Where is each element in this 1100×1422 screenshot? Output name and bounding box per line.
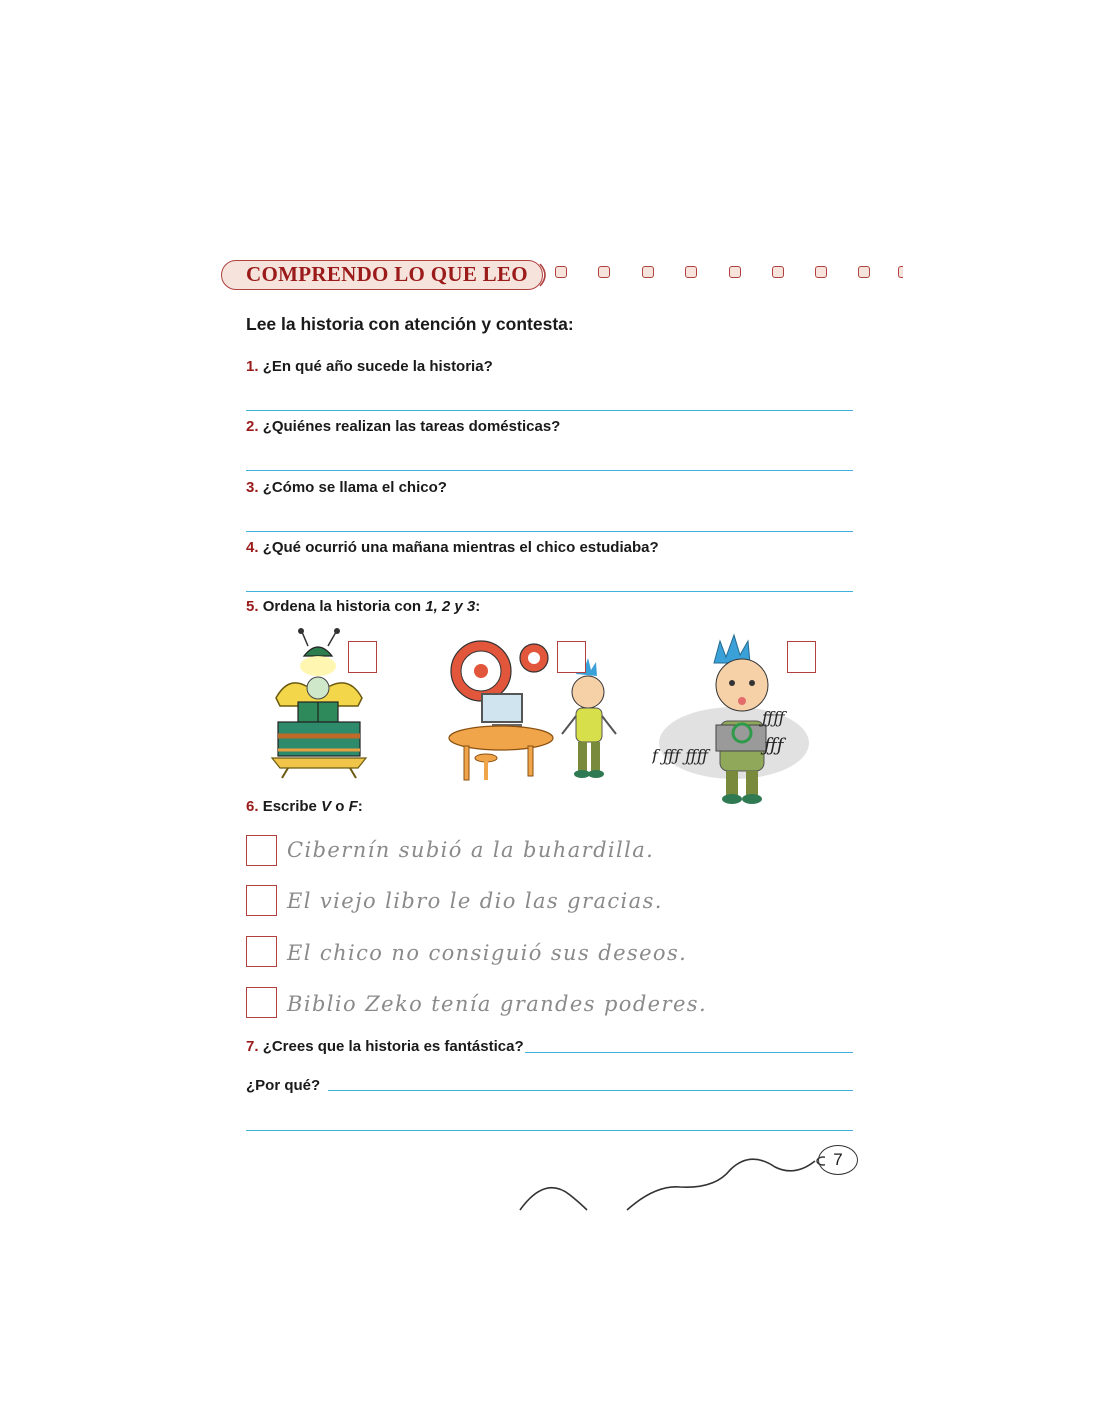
question-6: 6. Escribe V o F: — [246, 798, 363, 815]
chevron-right-icon — [538, 262, 552, 288]
statement-1: Cibernín subió a la buhardilla. — [287, 838, 655, 862]
computer-mouse-cable — [515, 1145, 825, 1215]
answer-line-why-2[interactable] — [246, 1130, 853, 1131]
true-false-box-4[interactable] — [246, 987, 277, 1018]
order-box-2[interactable] — [557, 641, 586, 673]
answer-line-2[interactable] — [246, 470, 853, 471]
order-box-1[interactable] — [348, 641, 377, 673]
answer-line-7[interactable] — [525, 1052, 853, 1053]
question-7: 7. ¿Crees que la historia es fantástica? — [246, 1038, 524, 1055]
instruction-heading: Lee la historia con atención y contesta: — [246, 314, 574, 334]
section-title: COMPRENDO LO QUE LEO — [246, 262, 528, 286]
question-7-why: ¿Por qué? — [246, 1077, 321, 1094]
svg-text:ƒ ƒƒƒ ƒƒƒƒ: ƒ ƒƒƒ ƒƒƒƒ — [652, 746, 709, 765]
statement-2: El viejo libro le dio las gracias. — [287, 889, 663, 913]
svg-text:ƒƒƒ: ƒƒƒ — [764, 735, 784, 756]
true-false-box-3[interactable] — [246, 936, 277, 967]
statement-3: El chico no consiguió sus deseos. — [287, 941, 688, 965]
answer-line-4[interactable] — [246, 591, 853, 592]
question-3: 3. ¿Cómo se llama el chico? — [246, 479, 447, 496]
computer-boy-illustration — [446, 636, 621, 788]
statement-4: Biblio Zeko tenía grandes poderes. — [287, 992, 708, 1016]
question-1: 1. ¿En qué año sucede la historia? — [246, 358, 493, 375]
question-4: 4. ¿Qué ocurrió una mañana mientras el chico estudiaba? — [246, 539, 659, 556]
answer-line-3[interactable] — [246, 531, 853, 532]
question-2: 2. ¿Quiénes realizan las tareas domésticas? — [246, 418, 561, 435]
page-number: 7 — [818, 1145, 858, 1175]
order-box-3[interactable] — [787, 641, 816, 673]
svg-text:ƒƒƒƒ: ƒƒƒƒ — [762, 708, 785, 727]
answer-line-why[interactable] — [328, 1090, 853, 1091]
true-false-box-1[interactable] — [246, 835, 277, 866]
question-5: 5. Ordena la historia con 1, 2 y 3: — [246, 598, 481, 615]
true-false-box-2[interactable] — [246, 885, 277, 916]
answer-line-1[interactable] — [246, 410, 853, 411]
